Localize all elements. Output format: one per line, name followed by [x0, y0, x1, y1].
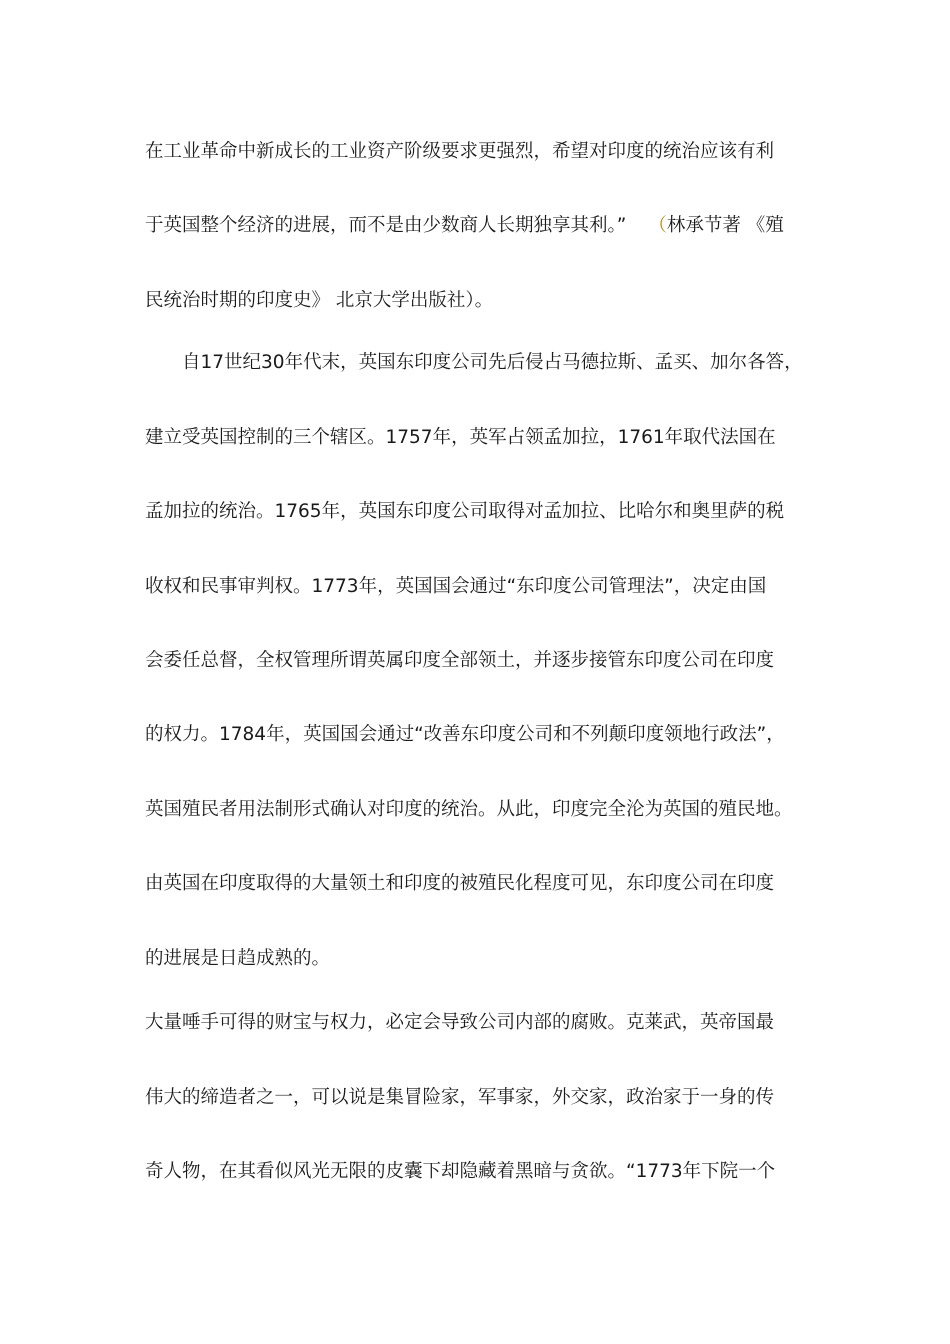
text-line-1: 在工业革命中新成长的工业资产阶级要求更强烈，希望对印度的统治应该有利: [145, 141, 775, 162]
text-line-6: 孟加拉的统治。1765年，英国东印度公司取得对孟加拉、比哈尔和奥里萨的税: [145, 501, 785, 522]
text-line-11: 由英国在印度取得的大量领土和印度的被殖民化程度可见，东印度公司在印度: [145, 873, 775, 894]
text-line-4: 自17世纪30年代末，英国东印度公司先后侵占马德拉斯、孟买、加尔各答，: [182, 352, 803, 373]
text-line-14: 伟大的缔造者之一，可以说是集冒险家，军事家，外交家，政治家于一身的传: [145, 1087, 775, 1108]
citation-author: 林承节著 《殖: [666, 215, 784, 236]
text-line-9: 的权力。1784年，英国国会通过“改善东印度公司和不列颠印度领地行政法”，: [145, 724, 785, 745]
text-line-7: 收权和民事审判权。1773年，英国国会通过“东印度公司管理法”，决定由国: [145, 576, 767, 597]
text-line-13: 大量唾手可得的财宝与权力，必定会导致公司内部的腐败。克莱武，英帝国最: [145, 1012, 775, 1033]
text-line-3: 民统治时期的印度史》 北京大学出版社）。: [145, 290, 494, 311]
text-line-12: 的进展是日趋成熟的。: [145, 948, 331, 969]
text-line-2-main: 于英国整个经济的进展，而不是由少数商人长期独享其利。”: [145, 215, 627, 236]
text-line-5: 建立受英国控制的三个辖区。1757年，英军占领孟加拉，1761年取代法国在: [145, 427, 776, 448]
text-line-2: [145, 213, 825, 239]
text-line-8: 会委任总督，全权管理所谓英属印度全部领土，并逐步接管东印度公司在印度: [145, 650, 775, 671]
citation-open-paren: （: [648, 215, 667, 236]
text-line-15: 奇人物，在其看似风光无限的皮囊下却隐藏着黑暗与贪欲。“1773年下院一个: [145, 1161, 776, 1182]
text-line-10: 英国殖民者用法制形式确认对印度的统治。从此，印度完全沦为英国的殖民地。: [145, 799, 793, 820]
